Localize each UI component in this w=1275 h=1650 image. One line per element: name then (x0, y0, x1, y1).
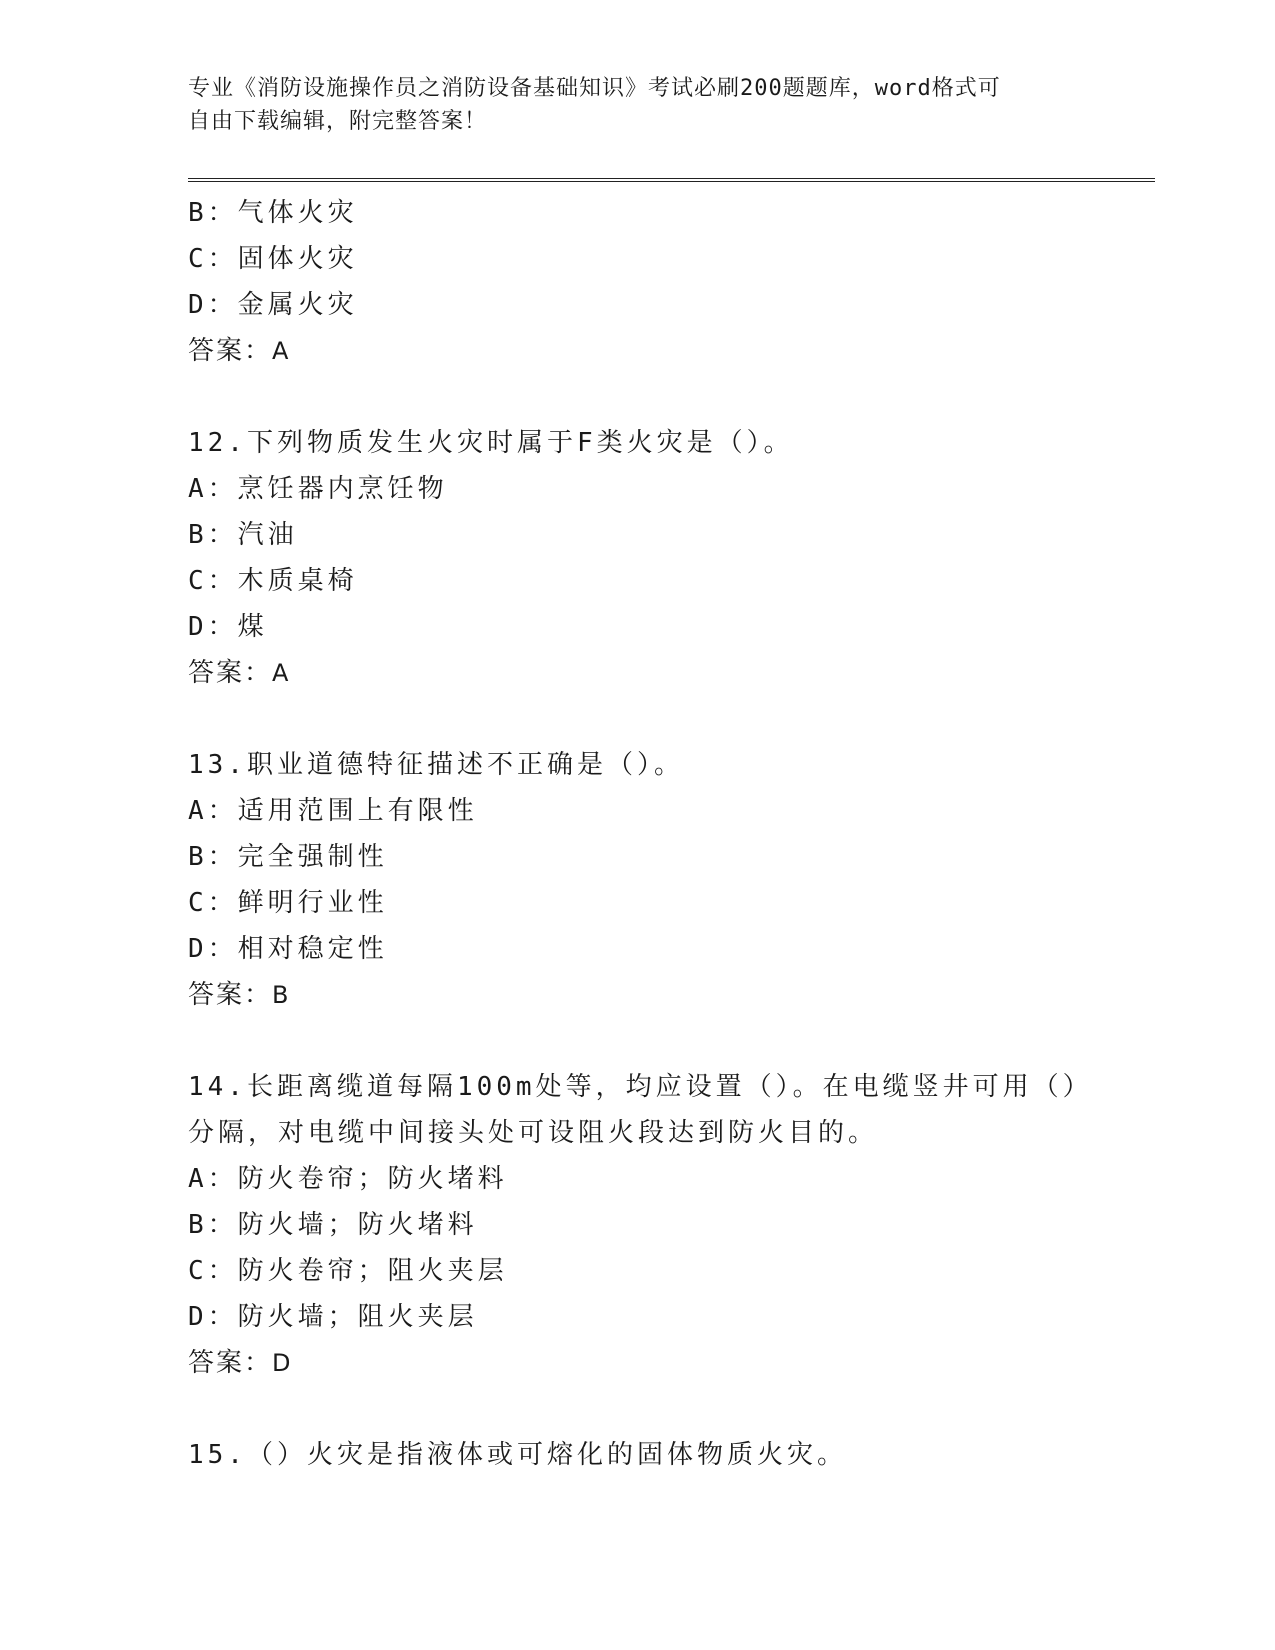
header-line-2: 自由下载编辑，附完整答案！ (188, 109, 488, 134)
answer-value: A (272, 659, 291, 687)
question-13-block (188, 742, 1088, 1018)
option-b: B：防火墙；防火堵料 (188, 1210, 478, 1240)
option-d: D：金属火灾 (188, 290, 358, 320)
option-d: D：防火墙；阻火夹层 (188, 1302, 478, 1332)
option-c: C：防火卷帘；阻火夹层 (188, 1256, 508, 1286)
answer-value: B (272, 981, 291, 1009)
option-c: C：鲜明行业性 (188, 888, 388, 918)
option-a: A：适用范围上有限性 (188, 796, 478, 826)
question-text: 12.下列物质发生火灾时属于F类火灾是（）。 (188, 428, 794, 458)
answer-line (188, 1340, 1088, 1386)
option-a: A：防火卷帘；防火堵料 (188, 1164, 508, 1194)
answer-line (188, 972, 1088, 1018)
option-a: A：烹饪器内烹饪物 (188, 474, 448, 504)
option-b: B：气体火灾 (188, 198, 358, 228)
question-14-block (188, 1064, 1093, 1386)
option-d: D：煤 (188, 612, 268, 642)
question-text-line-1: 14.长距离缆道每隔100m处等，均应设置（）。在电缆竖井可用（） (188, 1072, 1093, 1102)
question-text: 15.（）火灾是指液体或可熔化的固体物质火灾。 (188, 1440, 847, 1470)
option-c: C：木质桌椅 (188, 566, 358, 596)
question-text: 13.职业道德特征描述不正确是（）。 (188, 750, 684, 780)
header-divider (188, 178, 1155, 182)
question-15-block (188, 1432, 1088, 1478)
option-b: B：完全强制性 (188, 842, 388, 872)
question-list (188, 190, 1093, 1478)
header-line-1: 专业《消防设施操作员之消防设备基础知识》考试必刷200题题库，word格式可 (188, 76, 1001, 101)
question-text-line-2: 分隔，对电缆中间接头处可设阻火段达到防火目的。 (188, 1118, 879, 1148)
answer-value: A (272, 337, 291, 365)
option-d: D：相对稳定性 (188, 934, 388, 964)
question-11-block (188, 190, 1088, 374)
option-c: C：固体火灾 (188, 244, 358, 274)
answer-value: D (272, 1349, 293, 1377)
answer-label: 答案： (188, 336, 273, 366)
question-12-block (188, 420, 1088, 696)
document-header (188, 72, 1068, 138)
answer-label: 答案： (188, 658, 273, 688)
answer-line (188, 650, 1088, 696)
answer-label: 答案： (188, 980, 273, 1010)
option-b: B：汽油 (188, 520, 298, 550)
answer-label: 答案： (188, 1348, 273, 1378)
answer-line (188, 328, 1088, 374)
